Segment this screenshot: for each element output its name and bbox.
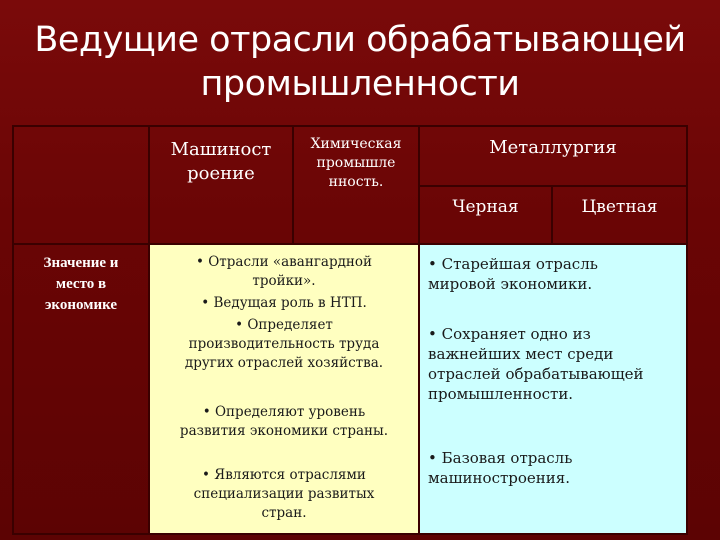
yellow-p2-line1: • Ведущая роль в НТП. (201, 295, 367, 311)
header-machine-line1: Машиност (170, 139, 272, 160)
yellow-p3-line1: • Определяет (235, 317, 333, 333)
blue-p1-line2: мировой экономики. (428, 275, 593, 293)
blue-paragraph-3 (428, 448, 682, 488)
blue-p3-line1: • Базовая отрасль (428, 449, 573, 467)
industry-table (12, 125, 688, 535)
title-line-1: Ведущие отрасли обрабатывающей (34, 20, 686, 60)
row-label-line3: экономике (44, 297, 118, 313)
header-machine-line2: роение (187, 163, 255, 184)
yellow-paragraph-4 (150, 403, 418, 441)
blue-p2-line3: отраслей обрабатывающей (428, 365, 644, 383)
header-machine-building (149, 126, 293, 244)
blue-p1-line1: • Старейшая отрасль (428, 255, 598, 273)
blue-p3-line2: машиностроения. (428, 469, 571, 487)
blue-p2-line4: промышленности. (428, 385, 574, 403)
row-label-significance (13, 244, 149, 534)
row-label-line1: Значение и (43, 255, 119, 271)
yellow-paragraph-1 (150, 253, 418, 291)
cell-metallurgy-description (419, 244, 687, 534)
page-title (0, 18, 720, 106)
blue-paragraph-1 (428, 254, 682, 294)
blue-p2-line2: важнейших мест среди (428, 345, 614, 363)
cell-machine-chemical-description (149, 244, 419, 534)
yellow-p5-line3: стран. (261, 505, 307, 521)
row-label-line2: место в (55, 276, 107, 292)
yellow-p1-line2: тройки». (252, 273, 316, 289)
yellow-paragraph-3 (150, 316, 418, 373)
header-nonferrous-label: Цветная (581, 197, 658, 217)
title-line-2: промышленности (200, 64, 520, 104)
yellow-p5-line2: специализации развитых (193, 486, 375, 502)
yellow-paragraph-5 (150, 466, 418, 523)
header-chem-line1: Химическая (310, 136, 402, 152)
header-metallurgy-label: Металлургия (489, 137, 617, 158)
blue-paragraph-2 (428, 324, 682, 404)
yellow-p3-line3: других отраслей хозяйства. (184, 355, 384, 371)
yellow-p5-line1: • Являются отраслями (202, 467, 366, 483)
yellow-p4-line2: развития экономики страны. (179, 423, 389, 439)
header-chemical (293, 126, 419, 244)
blue-p2-line1: • Сохраняет одно из (428, 325, 591, 343)
corner-cell (13, 126, 149, 244)
yellow-p1-line1: • Отрасли «авангардной (195, 254, 373, 270)
header-chem-line2: промышле (316, 155, 396, 171)
header-chem-line3: нность. (328, 174, 384, 190)
header-metallurgy (419, 126, 687, 186)
yellow-p3-line2: производительность труда (188, 336, 380, 352)
header-ferrous-label: Черная (452, 197, 519, 217)
yellow-paragraph-2 (150, 294, 418, 313)
yellow-p4-line1: • Определяют уровень (202, 404, 366, 420)
header-ferrous (419, 186, 552, 244)
header-nonferrous (552, 186, 687, 244)
